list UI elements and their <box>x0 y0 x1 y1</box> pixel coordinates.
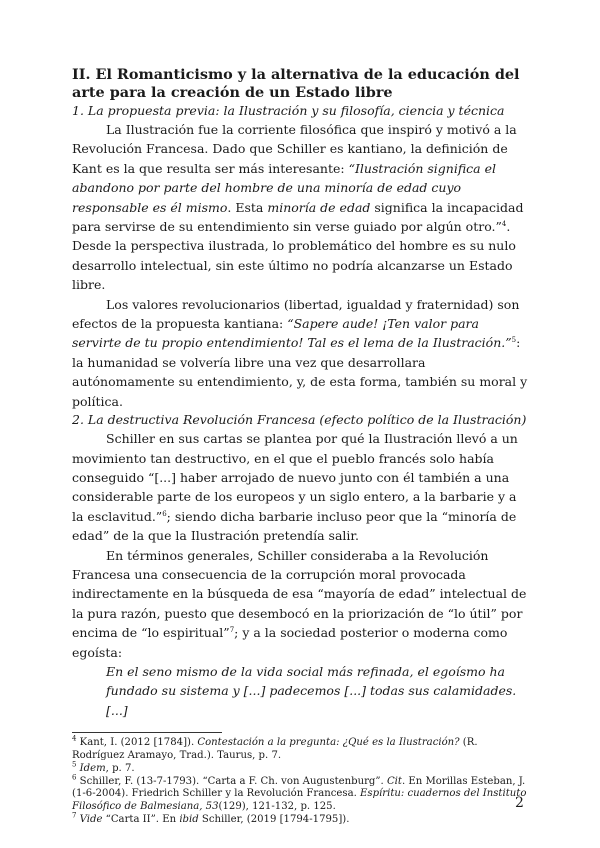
paragraph-ilustracion: La Ilustración fue la corriente filosófica que inspiró y motivó a la Revolución Francesa. Dado que Schiller es kantiano, la definición de Kant es la que resulta ser más interesante: “Ilustración significa el abandono por parte del hombre de una minoría de edad cuyo responsable es él mismo. Esta minoría de edad significa la incapacidad para servirse de su entendimiento sin verse guiado por algún otro.”$^4$. Desde la perspectiva ilustrada, lo problemático del hombre es su nulo desarrollo intelectual, sin este último no podría alcanzarse un Estado libre. <box>72 122 524 293</box>
subheading-ilustracion: 1. La propuesta previa: la Ilustración y su filosofía, ciencia y técnica <box>72 103 505 118</box>
page-number: 2 <box>515 795 524 811</box>
block-quote: En el seno mismo de la vida social más refinada, el egoísmo ha fundado su sistema y [...] padecemos [...] todas sus calamidades. [...] <box>106 663 517 718</box>
subheading-revolucion: 2. La destructiva Revolución Francesa (efecto político de la Ilustración) <box>72 412 527 428</box>
footnote-divider <box>72 732 222 733</box>
footnote-ref-4: 4 <box>501 219 507 228</box>
paragraph-terminos: En términos generales, Schiller consideraba a la Revolución Francesa una consecuencia de la corrupción moral provocada indirectamente en la búsqueda de esa “mayoría de edad” intelectual de la pura razón, puesto que desembocó en la priorización de “lo útil” por encima de “lo espiritual”$^7$; y a la sociedad posterior o moderna como egoísta: <box>72 547 527 660</box>
section-heading: II. El Romanticismo y la alternativa de la educación del arte para la creación de un Estado libre <box>72 66 520 101</box>
paragraph-valores: Los valores revolucionarios (libertad, igualdad y fraternidad) son efectos de la propuesta kantiana: “Sapere aude! ¡Ten valor para servirte de tu propio entendimiento! Tal es el lema de la Ilustración.”$^5$: la humanidad se volvería libre una vez que desarrollara autónomamente su entendimiento, y, de esta forma, también su moral y política. <box>72 296 528 409</box>
footnote-6: $^6$ Schiller, F. (13-7-1793). “Carta a F. Ch. von Augustenburg”. Cit. En Morillas Esteban, J. (1-6-2004). Friedrich Schiller y la Revolución Francesa. Espíritu: cuadernos del Instituto Filosófico de Balmesiana, 53(129), 121-132, p. 125. <box>72 773 527 813</box>
footnote-5: $^5$ Idem, p. 7. <box>72 760 135 774</box>
footnote-4: $^4$ Kant, I. (2012 [1784]). Contestación a la pregunta: ¿Qué es la Ilustración? (R. Rodríguez Aramayo, Trad.). Taurus, p. 7. <box>72 734 478 761</box>
document-page <box>72 66 528 827</box>
footnote-7: $^7$ Vide “Carta II”. En ibid Schiller, (2019 [1794-1795]). <box>72 811 350 825</box>
footnote-ref-7: 7 <box>229 626 235 634</box>
footnote-ref-5: 5 <box>511 336 517 345</box>
paragraph-cartas: Schiller en sus cartas se plantea por qué la Ilustración llevó a un movimiento tan destructivo, en el que el pueblo francés solo había conseguido “[...] haber arrojado de nuevo junto con él también a una considerable parte de los europeos y un siglo entero, a la barbarie y a la esclavitud.”$^6$; siendo dicha barbarie incluso peor que la “minoría de edad” de la que la Ilustración pretendía salir. <box>72 431 518 544</box>
footnote-ref-6: 6 <box>162 509 167 518</box>
